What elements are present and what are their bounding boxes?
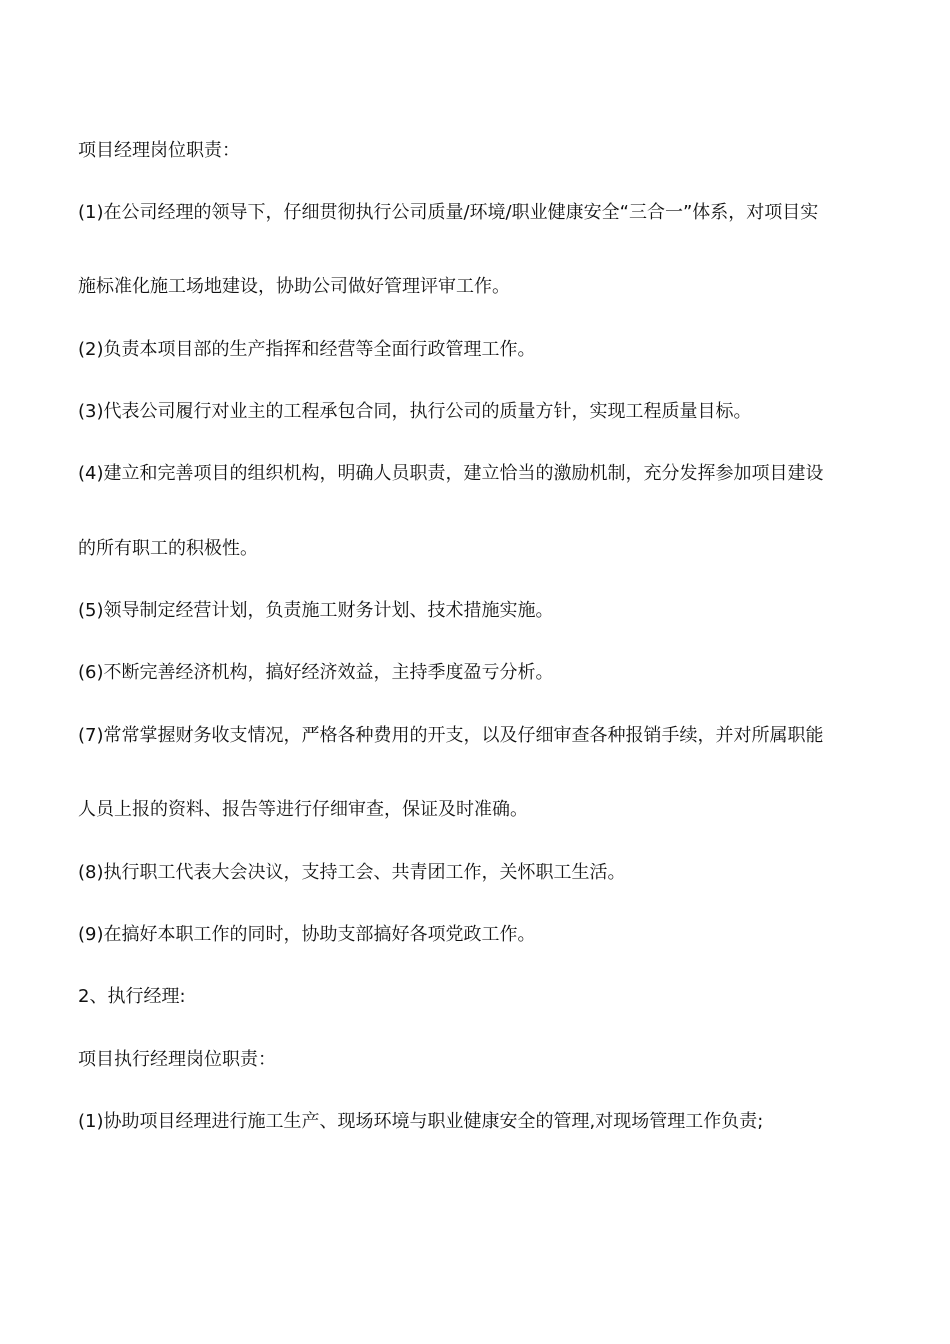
section-heading-pm-duties: 项目经理岗位职责： xyxy=(78,140,240,161)
paragraph-line: (2)负责本项目部的生产指挥和经营等全面行政管理工作。 xyxy=(78,339,536,360)
paragraph-line: (9)在搞好本职工作的同时，协助支部搞好各项党政工作。 xyxy=(78,924,536,945)
paragraph-line: (1)协助项目经理进行施工生产、现场环境与职业健康安全的管理,对现场管理工作负责; xyxy=(78,1111,764,1132)
paragraph-line: (4)建立和完善项目的组织机构，明确人员职责，建立恰当的激励机制，充分发挥参加项目建设 xyxy=(78,463,824,484)
section-heading-executive-manager: 2、执行经理: xyxy=(78,986,186,1007)
paragraph-line: 施标准化施工场地建设，协助公司做好管理评审工作。 xyxy=(78,276,510,297)
paragraph-line: (5)领导制定经营计划，负责施工财务计划、技术措施实施。 xyxy=(78,600,554,621)
paragraph-line: (7)常常掌握财务收支情况，严格各种费用的开支，以及仔细审查各种报销手续，并对所属职能 xyxy=(78,725,824,746)
paragraph-line: (8)执行职工代表大会决议，支持工会、共青团工作，关怀职工生活。 xyxy=(78,862,626,883)
paragraph-line: 人员上报的资料、报告等进行仔细审查，保证及时准确。 xyxy=(78,799,528,820)
paragraph-line: 的所有职工的积极性。 xyxy=(78,538,258,559)
paragraph-line: (6)不断完善经济机构，搞好经济效益，主持季度盈亏分析。 xyxy=(78,662,554,683)
section-heading-executive-duties: 项目执行经理岗位职责： xyxy=(78,1049,276,1070)
paragraph-line: (3)代表公司履行对业主的工程承包合同，执行公司的质量方针，实现工程质量目标。 xyxy=(78,401,752,422)
paragraph-line: (1)在公司经理的领导下，仔细贯彻执行公司质量/环境/职业健康安全“三合一”体系，对项目实 xyxy=(78,202,819,223)
